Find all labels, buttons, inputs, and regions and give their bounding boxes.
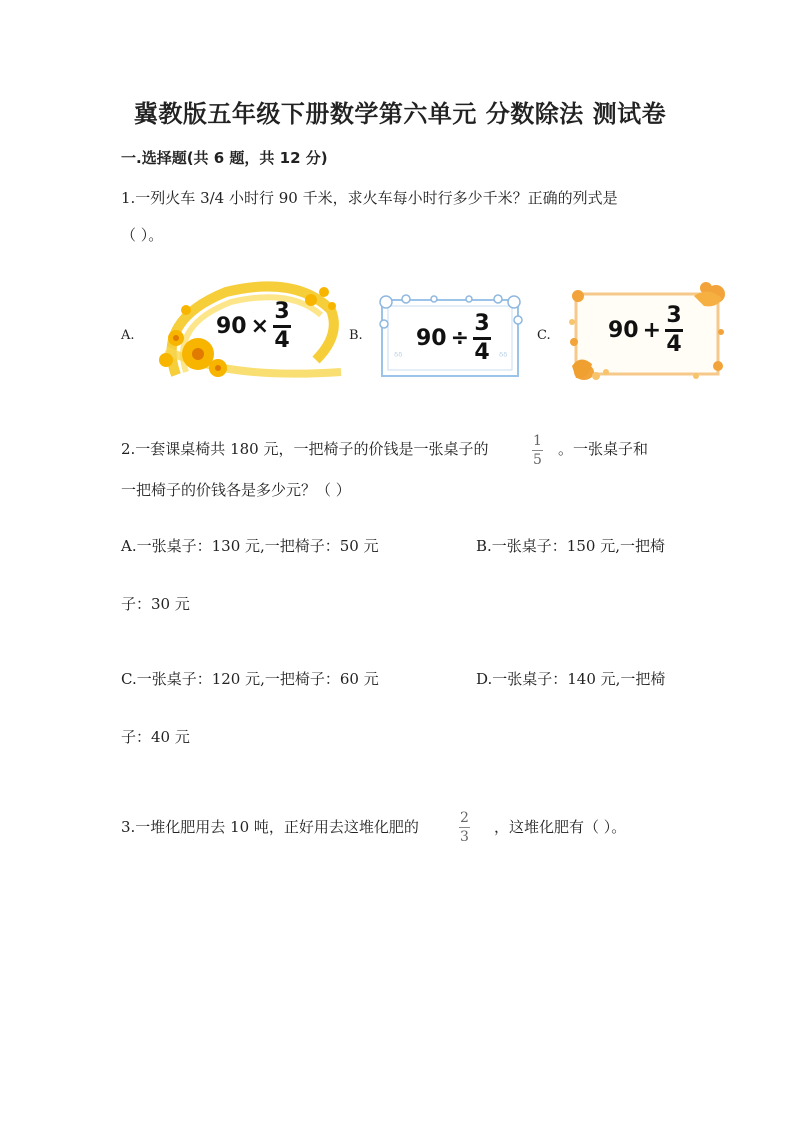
- q1-option-b-denominator: 4: [474, 340, 490, 365]
- q3-text-before: 3.一堆化肥用去 10 吨，正好用去这堆化肥的: [121, 818, 419, 836]
- q2-option-b-cont[interactable]: 子：30 元: [121, 595, 190, 613]
- q1-option-b-operator: ÷: [450, 326, 470, 351]
- svg-text:ᵟᵟ: ᵟᵟ: [394, 350, 403, 363]
- q1-option-a-operator: ×: [250, 314, 270, 339]
- page-title: 冀教版五年级下册数学第六单元 分数除法 测试卷: [133, 100, 667, 128]
- q1-option-a-label[interactable]: A.: [121, 328, 135, 343]
- q3-text-after: ，这堆化肥有（ ）。: [494, 818, 627, 836]
- q2-option-c[interactable]: C.一张桌子：120 元,一把椅子：60 元: [121, 670, 379, 688]
- section-heading: 一.选择题(共 6 题，共 12 分): [121, 149, 328, 167]
- q1-option-b-card[interactable]: [374, 290, 526, 382]
- q2-option-d[interactable]: D.一张桌子：140 元,一把椅: [476, 670, 666, 688]
- q3-fraction: [459, 810, 470, 845]
- q2-line1-after: 。一张桌子和: [558, 440, 649, 458]
- q2-fraction-denominator: 5: [533, 452, 542, 468]
- q1-option-c-number: 90: [608, 318, 639, 343]
- q1-option-c-label[interactable]: C.: [537, 328, 551, 343]
- q1-option-b-label[interactable]: B.: [349, 328, 363, 343]
- q1-option-a-number: 90: [216, 314, 247, 339]
- q1-line2: （ ）。: [121, 226, 164, 244]
- svg-text:ᵟᵟ: ᵟᵟ: [499, 350, 508, 363]
- q3-fraction-denominator: 3: [460, 829, 469, 845]
- q1-option-a-denominator: 4: [274, 328, 290, 353]
- q1-option-b-number: 90: [416, 326, 447, 351]
- q2-option-d-cont[interactable]: 子：40 元: [121, 728, 190, 746]
- q2-fraction: [532, 433, 543, 468]
- q3-fraction-numerator: 2: [460, 810, 469, 826]
- q1-option-c-denominator: 4: [666, 332, 682, 357]
- q1-option-a-card[interactable]: [146, 280, 346, 382]
- q2-line1-before: 2.一套课桌椅共 180 元，一把椅子的价钱是一张桌子的: [121, 440, 489, 458]
- q1-line1: 1.一列火车 3/4 小时行 90 千米，求火车每小时行多少千米？正确的列式是: [121, 189, 618, 207]
- q2-option-b[interactable]: B.一张桌子：150 元,一把椅: [476, 537, 665, 555]
- q2-line2: 一把椅子的价钱各是多少元？（ ）: [121, 481, 351, 499]
- q2-fraction-numerator: 1: [533, 433, 542, 449]
- q1-option-a-numerator: 3: [274, 299, 290, 324]
- q1-option-b-numerator: 3: [474, 311, 490, 336]
- q1-option-c-numerator: 3: [666, 303, 682, 328]
- q1-option-c-card[interactable]: [566, 282, 728, 384]
- q2-option-a[interactable]: A.一张桌子：130 元,一把椅子：50 元: [121, 537, 379, 555]
- q1-option-c-operator: +: [642, 318, 662, 343]
